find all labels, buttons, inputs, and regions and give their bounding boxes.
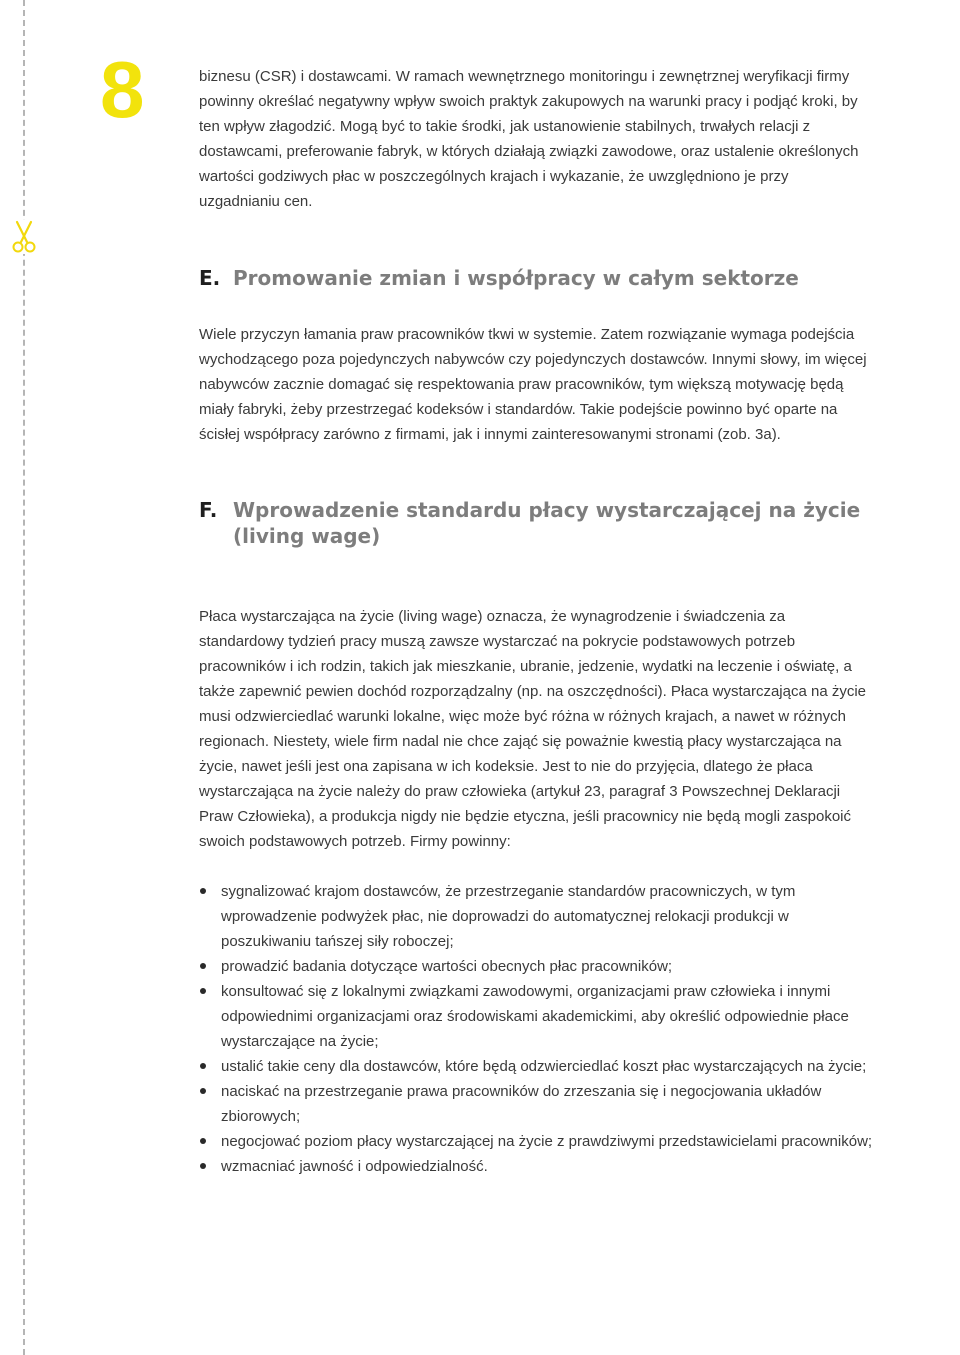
section-f-heading <box>199 497 889 549</box>
list-item: ustalić takie ceny dla dostawców, które będą odzwierciedlać koszt płac wystarczających na życie; <box>199 1054 879 1079</box>
list-item: wzmacniać jawność i odpowiedzialność. <box>199 1154 879 1179</box>
list-item: negocjować poziom płacy wystarczającej na życie z prawdziwymi przedstawicielami pracowników; <box>199 1129 879 1154</box>
section-e-heading <box>199 265 889 291</box>
page-content <box>199 64 889 1179</box>
bullet-icon <box>200 988 206 994</box>
list-item: sygnalizować krajom dostawców, że przestrzeganie standardów pracowniczych, w tym wprowadzenie podwyżek płac, nie doprowadzi do automatycznej relokacji produkcji w poszukiwaniu tańszej siły roboczej; <box>199 879 879 954</box>
scissors-icon <box>10 220 38 254</box>
bullet-icon <box>200 1088 206 1094</box>
list-item: prowadzić badania dotyczące wartości obecnych płac pracowników; <box>199 954 879 979</box>
section-e-title: Promowanie zmian i współpracy w całym sektorze <box>233 266 799 290</box>
bullet-icon <box>200 1163 206 1169</box>
section-f-paragraph: Płaca wystarczająca na życie (living wage) oznacza, że wynagrodzenie i świadczenia za standardowy tydzień pracy muszą zawsze wystarczać na pokrycie podstawowych potrzeb pracowników i ich rodzin, takich jak mieszkanie, ubranie, jedzenie, wydatki na leczenie i oświatę, a także zapewnić pewien dochód rozporządzalny (np. na oszczędności). Płaca wystarczająca na życie musi odzwierciedlać warunki lokalne, więc może być różna w różnych krajach, a nawet w różnych regionach. Niestety, wiele firm nadal nie chce zająć się poważnie kwestią płacy wystarczająca na życie, nawet jeśli jest ona zapisana w ich kodeksie. Jest to nie do przyjęcia, dlatego że płaca wystarczająca na życie należy do praw człowieka (artykuł 23, paragraf 3 Powszechnej Deklaracji Praw Człowieka), a produkcja nigdy nie będzie etyczna, jeśli pracownicy nie będą mogli zaspokoić swoich podstawowych potrzeb. Firmy powinny: <box>199 608 867 850</box>
cut-line-dashed <box>23 0 25 1355</box>
bullet-icon <box>200 1138 206 1144</box>
section-f-title: Wprowadzenie standardu płacy wystarczającej na życie (living wage) <box>233 498 861 548</box>
page-number: 8 <box>100 45 145 134</box>
bullet-icon <box>200 1063 206 1069</box>
bullet-icon <box>200 963 206 969</box>
list-item: konsultować się z lokalnymi związkami zawodowymi, organizacjami praw człowieka i innymi odpowiednimi organizacjami oraz środowiskami akademickimi, aby określić odpowiednie płace wystarczające na życie; <box>199 979 879 1054</box>
section-f-letter: F. <box>199 498 218 522</box>
list-item: naciskać na przestrzeganie prawa pracowników do zrzeszania się i negocjowania układów zbiorowych; <box>199 1079 879 1129</box>
section-e-paragraph: Wiele przyczyn łamania praw pracowników tkwi w systemie. Zatem rozwiązanie wymaga podejścia wychodzącego poza pojedynczych nabywców czy pojedynczych dostawców. Innymi słowy, im więcej nabywców zacznie domagać się respektowania praw pracowników, tym większą motywację będą miały fabryki, żeby przestrzegać kodeksów i standardów. Takie podejście powinno być oparte na ścisłej współpracy zarówno z firmami, jak i innymi zainteresowanymi stronami (zob. 3a). <box>199 326 867 443</box>
bullet-icon <box>200 888 206 894</box>
section-e-letter: E. <box>199 266 221 290</box>
section-f-bullet-list <box>199 879 879 1179</box>
intro-paragraph: biznesu (CSR) i dostawcami. W ramach wewnętrznego monitoringu i zewnętrznej weryfikacji firmy powinny określać negatywny wpływ swoich praktyk zakupowych na warunki pracy i podjąć kroki, by ten wpływ złagodzić. Mogą być to takie środki, jak ustanowienie stabilnych, trwałych relacji z dostawcami, preferowanie fabryk, w których działają związki zawodowe, oraz ustalenie określonych wartości godziwych płac w poszczególnych krajach i wykazanie, że uwzględniono je przy uzgadnianiu cen. <box>199 68 859 210</box>
